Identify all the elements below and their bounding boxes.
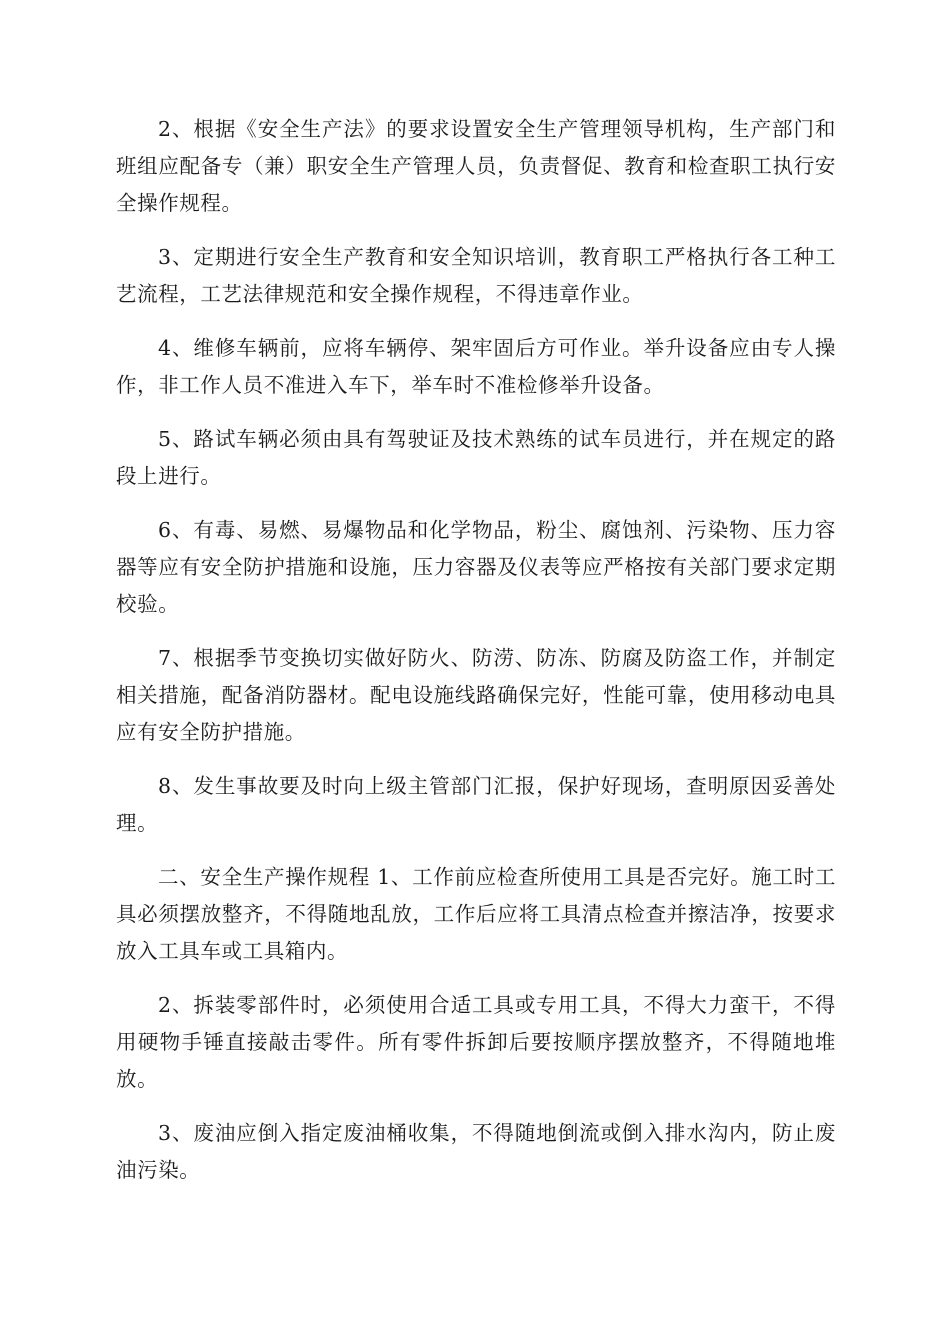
paragraph-op-2: 2、拆装零部件时，必须使用合适工具或专用工具，不得大力蛮干，不得用硬物手锤直接敲击零件。所有零件拆卸后要按顺序摆放整齐，不得随地堆放。 <box>116 993 836 1091</box>
document-body <box>116 111 836 1206</box>
paragraph-rule-2: 2、根据《安全生产法》的要求设置安全生产管理领导机构，生产部门和班组应配备专（兼）职安全生产管理人员，负责督促、教育和检查职工执行安全操作规程。 <box>116 117 836 215</box>
paragraph-rule-6: 6、有毒、易燃、易爆物品和化学物品，粉尘、腐蚀剂、污染物、压力容器等应有安全防护措施和设施，压力容器及仪表等应严格按有关部门要求定期校验。 <box>116 518 836 616</box>
paragraph-rule-3: 3、定期进行安全生产教育和安全知识培训，教育职工严格执行各工种工艺流程，工艺法律规范和安全操作规程，不得违章作业。 <box>116 245 836 306</box>
paragraph-rule-4: 4、维修车辆前，应将车辆停、架牢固后方可作业。举升设备应由专人操作，非工作人员不准进入车下，举车时不准检修举升设备。 <box>116 336 836 397</box>
paragraph-section-2-op-1: 二、安全生产操作规程 1、工作前应检查所使用工具是否完好。施工时工具必须摆放整齐，不得随地乱放，工作后应将工具清点检查并擦洁净，按要求放入工具车或工具箱内。 <box>116 865 836 963</box>
paragraph-rule-8: 8、发生事故要及时向上级主管部门汇报，保护好现场，查明原因妥善处理。 <box>116 774 836 835</box>
paragraph-rule-5: 5、路试车辆必须由具有驾驶证及技术熟练的试车员进行，并在规定的路段上进行。 <box>116 427 836 488</box>
paragraph-op-3: 3、废油应倒入指定废油桶收集，不得随地倒流或倒入排水沟内，防止废油污染。 <box>116 1121 836 1182</box>
paragraph-rule-7: 7、根据季节变换切实做好防火、防涝、防冻、防腐及防盗工作，并制定相关措施，配备消防器材。配电设施线路确保完好，性能可靠，使用移动电具应有安全防护措施。 <box>116 646 836 744</box>
